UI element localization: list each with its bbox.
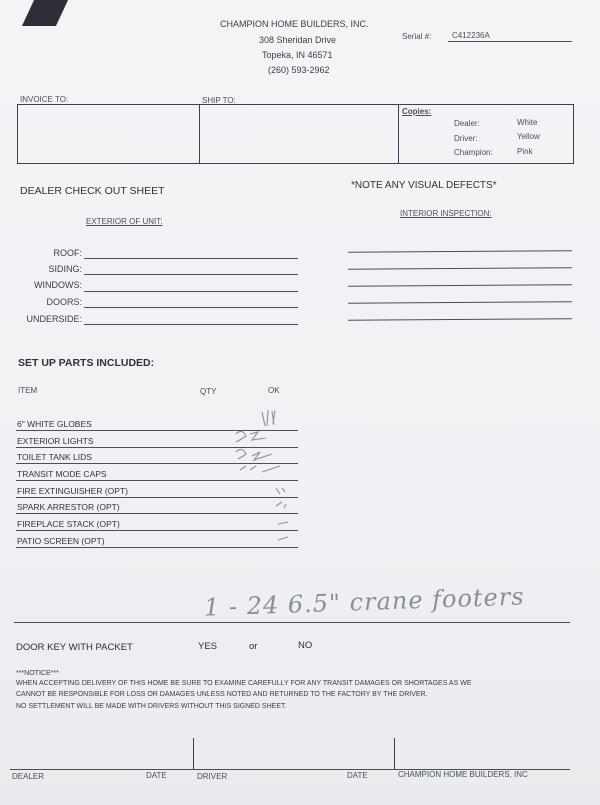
field-roof-line[interactable] (84, 258, 298, 259)
interior-line-2[interactable] (348, 267, 572, 270)
interior-line-5[interactable] (348, 318, 572, 321)
copies-title: Copies: (402, 107, 432, 116)
field-windows-label: WINDOWS: (34, 280, 82, 290)
notice-line-2: CANNOT BE RESPONSIBLE FOR LOSS OR DAMAGES UNLESS NOTED AND RETURNED TO THE FACTORY BY THE DRIVER. (16, 691, 428, 698)
door-key-label: DOOR KEY WITH PACKET (16, 642, 133, 653)
notice-line-3: NO SETTLEMENT WILL BE MADE WITH DRIVERS WITHOUT THIS SIGNED SHEET. (16, 703, 287, 710)
handwritten-checkmarks (228, 404, 298, 549)
exterior-title: EXTERIOR OF UNIT: (86, 217, 163, 226)
serial-label: Serial #: (402, 32, 432, 41)
field-roof-label: ROOF: (53, 248, 82, 258)
interior-line-3[interactable] (348, 284, 572, 287)
field-doors-line[interactable] (84, 307, 298, 308)
company-phone: (260) 593-2962 (268, 65, 330, 75)
copies-champion: Champion: (454, 148, 493, 157)
parts-header-item: ITEM (18, 386, 38, 395)
interior-title: INTERIOR INSPECTION: (400, 209, 492, 218)
part-name: TRANSIT MODE CAPS (17, 469, 107, 479)
check-mark (262, 410, 275, 426)
part-name: FIRE EXTINGUISHER (OPT) (17, 486, 128, 496)
invoice-to-label: INVOICE TO: (20, 95, 69, 104)
check-mark (240, 466, 280, 472)
copies-dealer: Dealer: (454, 119, 480, 128)
field-siding-line[interactable] (84, 274, 298, 275)
company-city: Topeka, IN 46571 (262, 50, 333, 60)
door-key-no[interactable]: NO (298, 640, 313, 651)
check-mark (236, 449, 272, 460)
signature-date-1-label: DATE (146, 771, 167, 780)
address-box-divider-2 (398, 104, 399, 164)
interior-line-4[interactable] (348, 301, 572, 304)
check-mark (276, 502, 286, 508)
signature-divider-2 (394, 738, 395, 770)
visual-defects-note: *NOTE ANY VISUAL DEFECTS* (351, 180, 497, 191)
signature-champion-label: CHAMPION HOME BUILDERS, INC (398, 770, 528, 779)
signature-dealer-label: DEALER (12, 772, 45, 781)
field-underside-line[interactable] (84, 324, 298, 325)
check-mark (278, 522, 288, 524)
copies-dealer-color: White (517, 118, 538, 127)
door-key-yes[interactable]: YES (198, 641, 218, 652)
field-siding-label: SIDING: (48, 264, 82, 274)
company-address: 308 Sheridan Drive (259, 35, 337, 45)
field-underside-label: UNDERSIDE: (26, 314, 82, 324)
signature-divider-1 (193, 738, 194, 770)
signature-date-2-label: DATE (347, 771, 368, 780)
part-name: EXTERIOR LIGHTS (17, 436, 94, 446)
part-name: FIREPLACE STACK (OPT) (17, 519, 120, 529)
serial-value: C412236A (452, 31, 490, 40)
serial-underline (448, 41, 572, 42)
field-windows-line[interactable] (84, 291, 298, 292)
check-mark (276, 488, 285, 494)
part-name: SPARK ARRESTOR (OPT) (17, 502, 120, 512)
signature-driver-label: DRIVER (197, 772, 228, 781)
company-name: CHAMPION HOME BUILDERS, INC. (220, 19, 369, 29)
copies-driver: Driver: (454, 134, 478, 143)
notice-title: ***NOTICE*** (16, 670, 59, 677)
interior-line-1[interactable] (348, 250, 572, 253)
address-box-divider-1 (199, 104, 200, 164)
part-name: PATIO SCREEN (OPT) (17, 536, 105, 546)
door-key-divider (14, 622, 570, 623)
handwritten-note: 1 - 24 6.5" crane footers (203, 582, 525, 622)
field-doors-label: DOORS: (46, 297, 82, 307)
setup-title: SET UP PARTS INCLUDED: (18, 357, 155, 369)
copies-driver-color: Yellow (517, 132, 540, 141)
check-mark (236, 431, 266, 442)
part-name: TOILET TANK LIDS (17, 452, 92, 462)
door-key-or: or (249, 641, 258, 652)
scan-corner-shadow (22, 0, 68, 26)
checkout-title: DEALER CHECK OUT SHEET (20, 185, 165, 197)
copies-champion-color: Pink (517, 147, 533, 156)
ship-to-label: SHIP TO: (202, 96, 236, 105)
parts-header-ok: OK (268, 386, 280, 395)
notice-line-1: WHEN ACCEPTING DELIVERY OF THIS HOME BE SURE TO EXAMINE CAREFULLY FOR ANY TRANSIT DAMAGES OR SHORTAGES AS WE (16, 680, 472, 687)
part-name: 6" WHITE GLOBES (17, 419, 92, 429)
check-mark (278, 537, 288, 540)
parts-header-qty: QTY (200, 387, 217, 396)
